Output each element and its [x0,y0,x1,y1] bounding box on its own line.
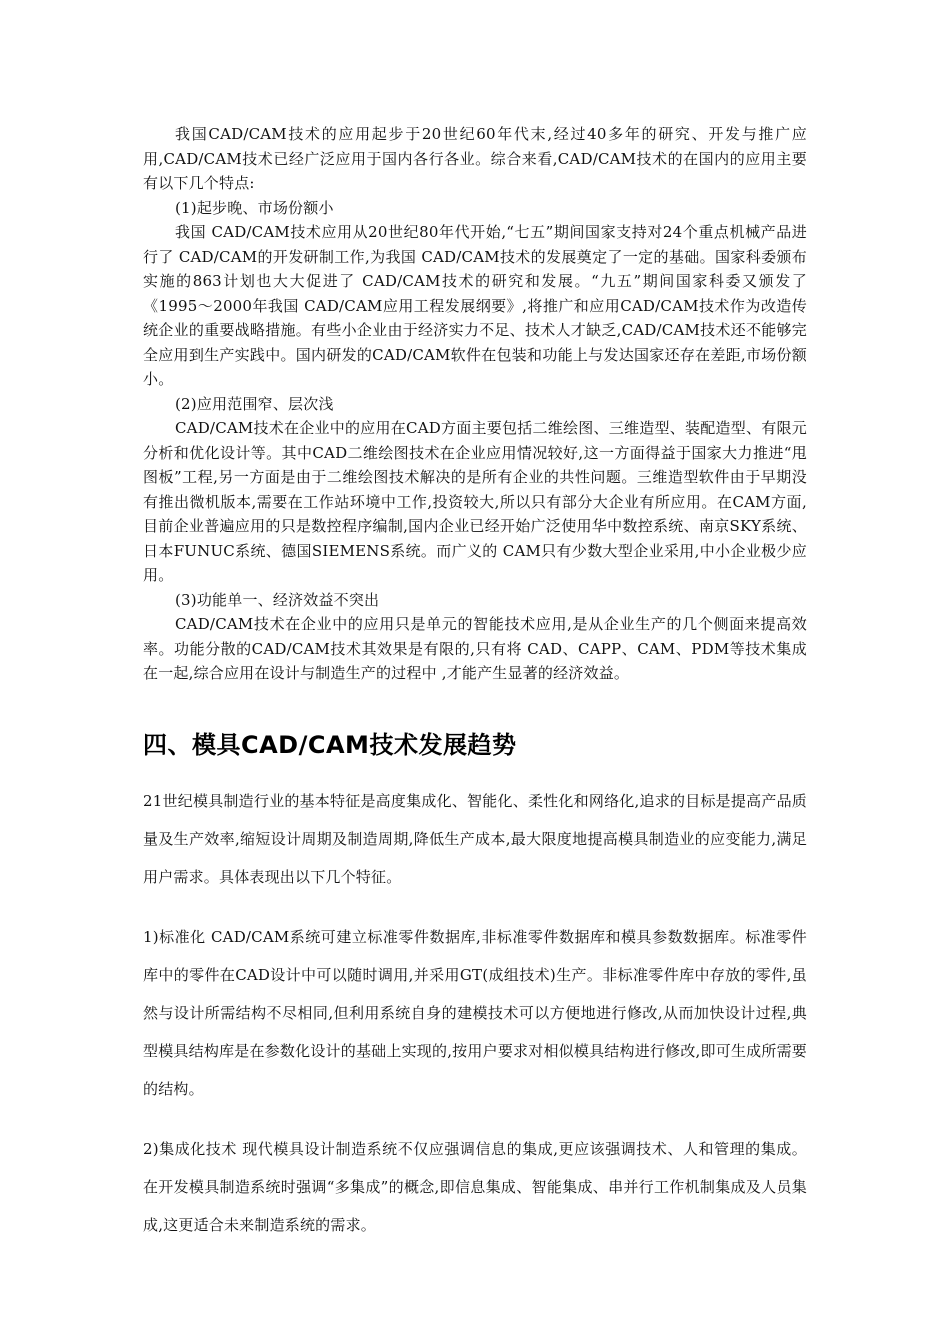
section-trends [143,782,807,1266]
standardization-paragraph: 1)标准化 CAD/CAM系统可建立标准零件数据库,非标准零件数据库和模具参数数据库。标准零件库中的零件在CAD设计中可以随时调用,并采用GT(成组技术)生产。非标准零件库中存放的零件,虽然与设计所需结构不尽相同,但利用系统自身的建模技术可以方便地进行修改,从而加快设计过程,典型模具结构库是在参数化设计的基础上实现的,按用户要求对相似模具结构进行修改,即可生成所需要的结构。 [143,928,807,1098]
subheading-2: (2)应用范围窄、层次浅 [175,394,334,413]
paragraph-1: 我国 CAD/CAM技术应用从20世纪80年代开始,“七五”期间国家支持对24个重点机械产品进行了 CAD/CAM的开发研制工作,为我国 CAD/CAM技术的发展奠定了一定的基础。国家科委颁布实施的863计划也大大促进了 CAD/CAM技术的研究和发展。“九五”期间国家科委又颁发了《1995～2000年我国 CAD/CAM应用工程发展纲要》,将推广和应用CAD/CAM技术作为改造传统企业的重要战略措施。有些小企业由于经济实力不足、技术人才缺乏,CAD/CAM技术还不能够完全应用到生产实践中。国内研发的CAD/CAM软件在包装和功能上与发达国家还存在差距,市场份额小。 [143,223,807,388]
section-heading: 四、模具CAD/CAM技术发展趋势 [143,731,517,759]
intro-paragraph: 我国CAD/CAM技术的应用起步于20世纪60年代末,经过40多年的研究、开发与推广应用,CAD/CAM技术已经广泛应用于国内各行各业。综合来看,CAD/CAM技术的在国内的应用主要有以下几个特点: [143,125,807,192]
section-cad-cam-status [143,122,807,686]
subheading-3: (3)功能单一、经济效益不突出 [175,590,380,609]
paragraph-2: CAD/CAM技术在企业中的应用在CAD方面主要包括二维绘图、三维造型、装配造型、有限元分析和优化设计等。其中CAD二维绘图技术在企业应用情况较好,这一方面得益于国家大力推进“甩图板”工程,另一方面是由于二维绘图技术解决的是所有企业的共性问题。三维造型软件由于早期没有推出微机版本,需要在工作站环境中工作,投资较大,所以只有部分大企业有所应用。在CAM方面,目前企业普遍应用的只是数控程序编制,国内企业已经开始广泛使用华中数控系统、南京SKY系统、日本FUNUC系统、德国SIEMENS系统。而广义的 CAM只有少数大型企业采用,中小企业极少应用。 [143,419,807,584]
trends-intro-paragraph: 21世纪模具制造行业的基本特征是高度集成化、智能化、柔性化和网络化,追求的目标是提高产品质量及生产效率,缩短设计周期及制造周期,降低生产成本,最大限度地提高模具制造业的应变能力,满足用户需求。具体表现出以下几个特征。 [143,792,807,886]
integration-paragraph: 2)集成化技术 现代模具设计制造系统不仅应强调信息的集成,更应该强调技术、人和管理的集成。在开发模具制造系统时强调“多集成”的概念,即信息集成、智能集成、串并行工作机制集成及人员集成,这更适合未来制造系统的需求。 [143,1140,807,1234]
subheading-1: (1)起步晚、市场份额小 [175,198,334,217]
paragraph-3: CAD/CAM技术在企业中的应用只是单元的智能技术应用,是从企业生产的几个侧面来提高效率。功能分散的CAD/CAM技术其效果是有限的,只有将 CAD、CAPP、CAM、PDM等技术集成在一起,综合应用在设计与制造生产的过程中 ,才能产生显著的经济效益。 [143,615,807,682]
